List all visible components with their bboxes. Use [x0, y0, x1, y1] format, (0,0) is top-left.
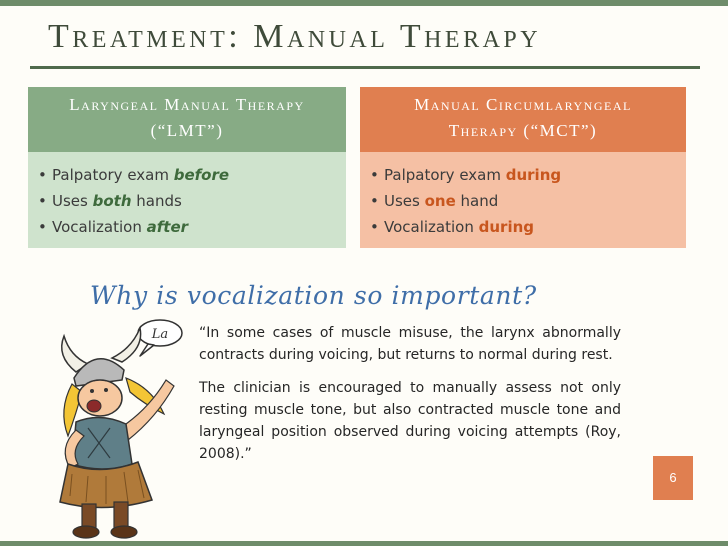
- bullet-text: Vocalization: [384, 218, 479, 236]
- mct-header: [360, 87, 686, 152]
- bullet-icon: •: [370, 218, 379, 236]
- lmt-bullet-palpatory: [38, 162, 346, 188]
- bullet-icon: •: [38, 192, 47, 210]
- page-number-badge: 6: [653, 456, 693, 500]
- bullet-emphasis: after: [146, 218, 189, 236]
- mct-header-line1: Manual Circumlaryngeal: [414, 95, 632, 114]
- bottom-accent-bar: [0, 541, 728, 546]
- bullet-emphasis: one: [424, 192, 456, 210]
- bullet-emphasis: during: [505, 166, 562, 184]
- bullet-icon: •: [38, 166, 47, 184]
- top-accent-bar: [0, 0, 728, 6]
- mct-bullet-list: [360, 152, 686, 248]
- bullet-suffix: hand: [455, 192, 499, 210]
- bullet-emphasis: during: [478, 218, 534, 236]
- title-underline: [30, 66, 700, 69]
- lmt-bullet-vocalization: [38, 214, 346, 240]
- lmt-header: [28, 87, 346, 152]
- singer-illustration: [48, 318, 188, 541]
- mct-bullet-hands: [370, 188, 686, 214]
- bullet-suffix: hands: [131, 192, 182, 210]
- quote-paragraph-2: The clinician is encouraged to manually assess not only resting muscle tone, but also contracted muscle tone and laryngeal position observed during voicing attempts (Roy, 2008).”: [199, 380, 621, 462]
- bullet-emphasis: before: [173, 166, 230, 184]
- bullet-text: Palpatory exam: [384, 166, 506, 184]
- lmt-header-line2: (“LMT”): [150, 121, 224, 140]
- bullet-icon: •: [370, 166, 379, 184]
- speech-bubble-text: La: [151, 327, 169, 342]
- mct-header-line2: Therapy (“MCT”): [448, 121, 598, 140]
- mct-bullet-palpatory: [370, 162, 686, 188]
- bullet-icon: •: [370, 192, 379, 210]
- bullet-icon: •: [38, 218, 47, 236]
- question-heading: Why is vocalization so important?: [90, 281, 537, 310]
- bullet-text: Palpatory exam: [52, 166, 174, 184]
- mct-bullet-vocalization: [370, 214, 686, 240]
- quote-paragraph-1: “In some cases of muscle misuse, the larynx abnormally contracts during voicing, but returns to normal during rest.: [199, 325, 621, 363]
- lmt-header-line1: Laryngeal Manual Therapy: [69, 95, 305, 114]
- quote-block: [199, 322, 621, 465]
- bullet-text: Uses: [52, 192, 93, 210]
- bullet-text: Vocalization: [52, 218, 147, 236]
- bullet-text: Uses: [384, 192, 425, 210]
- slide-title: Treatment: Manual Therapy: [48, 18, 542, 55]
- bullet-emphasis: both: [92, 192, 132, 210]
- lmt-bullet-hands: [38, 188, 346, 214]
- lmt-bullet-list: [28, 152, 346, 248]
